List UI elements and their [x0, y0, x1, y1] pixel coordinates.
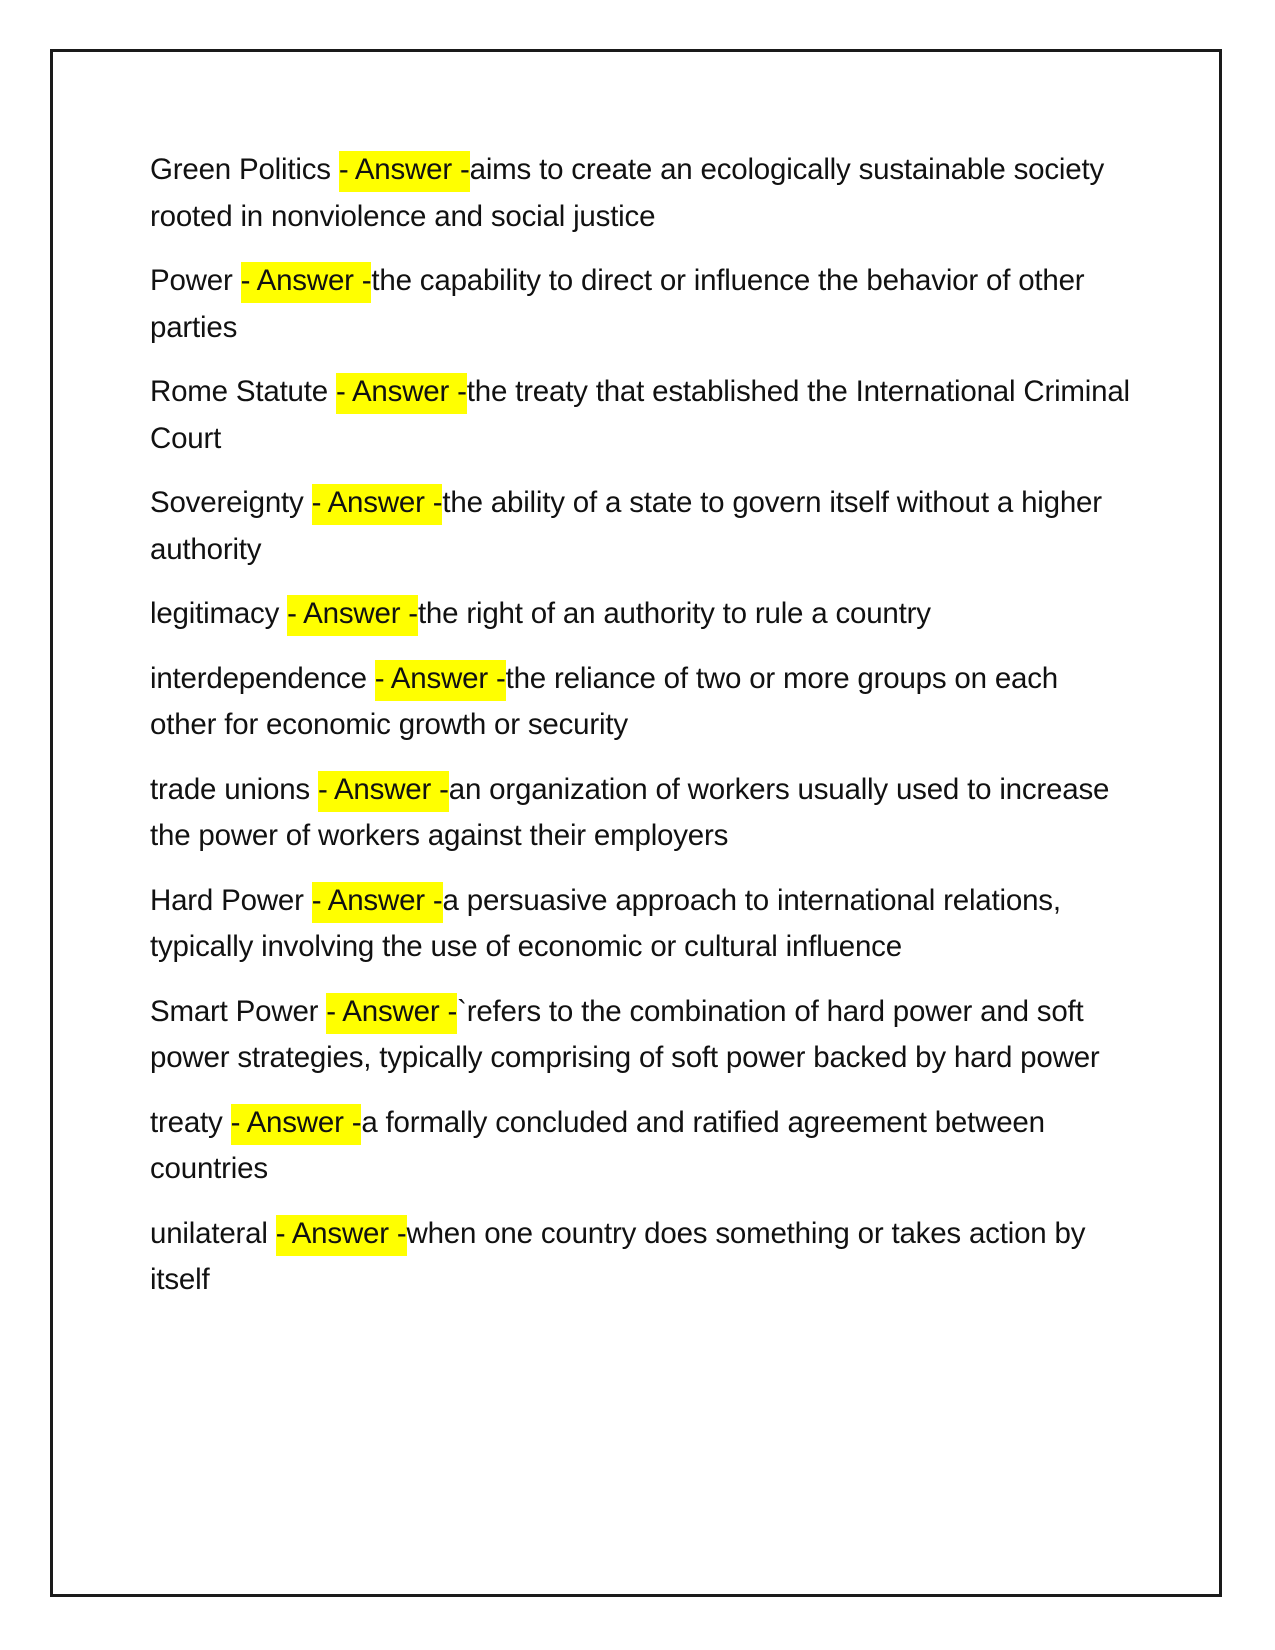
entry-legitimacy — [150, 591, 1130, 638]
entry-term: interdependence — [150, 661, 375, 695]
entry-term: unilateral — [150, 1216, 276, 1250]
document-body — [150, 147, 1130, 1322]
entry-definition: aims to create an ecologically sustainable society rooted in nonviolence and social justice — [150, 153, 1105, 233]
entry-definition: `refers to the combination of hard power and soft power strategies, typically comprising of soft power backed by hard power — [150, 994, 1100, 1074]
entry-definition: the reliance of two or more groups on each other for economic growth or security — [150, 661, 1058, 741]
entry-definition: the capability to direct or influence the behavior of other parties — [150, 264, 1085, 344]
answer-highlight: - Answer - — [287, 595, 418, 636]
answer-highlight: - Answer - — [276, 1215, 407, 1256]
entry-term: Power — [150, 264, 241, 297]
entry-trade-unions — [150, 767, 1130, 860]
entry-term: trade unions — [150, 772, 318, 806]
entry-definition: a formally concluded and ratified agreement between countries — [150, 1105, 1045, 1185]
answer-highlight: - Answer - — [336, 373, 467, 414]
entry-definition: an organization of workers usually used to increase the power of workers against their employers — [150, 772, 1110, 852]
answer-highlight: - Answer - — [231, 1104, 362, 1145]
answer-highlight: - Answer - — [339, 151, 470, 192]
entry-sovereignty — [150, 480, 1130, 573]
entry-hard-power — [150, 878, 1130, 971]
entry-definition: the right of an authority to rule a country — [417, 597, 931, 630]
entry-treaty — [150, 1100, 1130, 1193]
answer-highlight: - Answer - — [326, 993, 457, 1034]
entry-green-politics — [150, 147, 1130, 240]
entry-term: Rome Statute — [150, 375, 336, 408]
answer-highlight: - Answer - — [375, 660, 506, 701]
entry-definition: the treaty that established the International Criminal Court — [150, 375, 1130, 455]
entry-definition: when one country does something or takes action by itself — [150, 1216, 1086, 1296]
entry-power — [150, 258, 1130, 351]
entry-term: treaty — [150, 1105, 231, 1139]
entry-unilateral — [150, 1211, 1130, 1304]
answer-highlight: - Answer - — [318, 771, 449, 812]
entry-term: Hard Power — [150, 883, 312, 917]
answer-highlight: - Answer - — [312, 882, 443, 923]
entry-term: Green Politics — [150, 153, 339, 186]
entry-definition: the ability of a state to govern itself without a higher authority — [150, 486, 1102, 566]
entry-term: Smart Power — [150, 994, 327, 1028]
entry-rome-statute — [150, 369, 1130, 462]
entry-definition: a persuasive approach to international relations, typically involving the use of economic or cultural influence — [150, 883, 1061, 963]
answer-highlight: - Answer - — [312, 484, 443, 525]
entry-interdependence — [150, 656, 1130, 749]
answer-highlight: - Answer - — [241, 262, 372, 303]
entry-smart-power — [150, 989, 1130, 1082]
entry-term: legitimacy — [150, 597, 288, 630]
entry-term: Sovereignty — [150, 486, 312, 519]
